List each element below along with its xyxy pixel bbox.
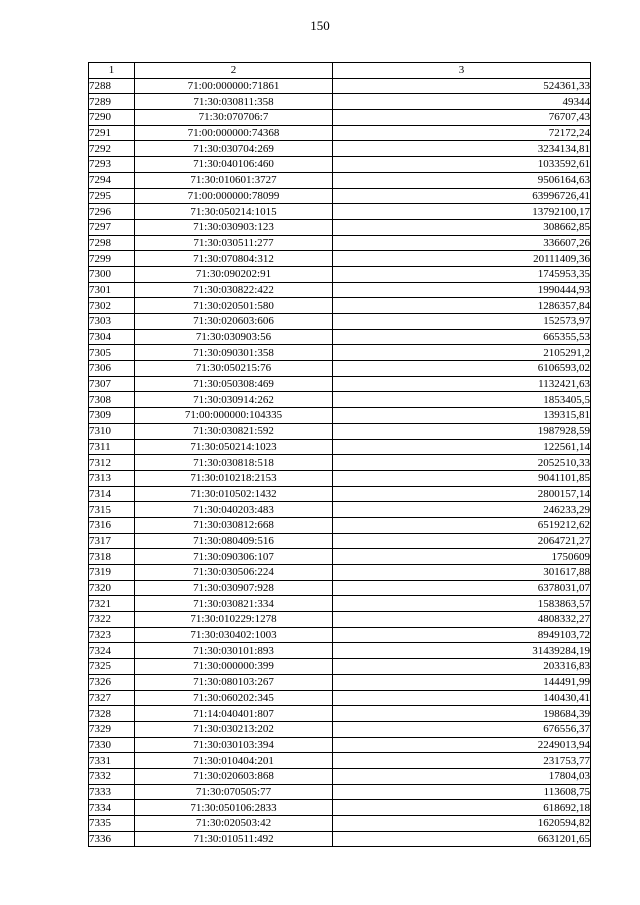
cadastral-value-cell: 152573,97: [333, 314, 591, 330]
cadastral-value-cell: 9506164,63: [333, 172, 591, 188]
cadastral-number-cell: 71:00:000000:71861: [135, 78, 333, 94]
cadastral-number-cell: 71:30:040106:460: [135, 157, 333, 173]
table-row: [89, 800, 591, 816]
cadastral-value-cell: 1853405,5: [333, 392, 591, 408]
cadastral-number-cell: 71:30:070505:77: [135, 784, 333, 800]
row-number-cell: 7327: [89, 690, 135, 706]
row-number-cell: 7297: [89, 219, 135, 235]
column-header-3: 3: [333, 63, 591, 79]
table-row: [89, 690, 591, 706]
cadastral-number-cell: 71:30:030402:1003: [135, 627, 333, 643]
table-row: [89, 565, 591, 581]
row-number-cell: 7295: [89, 188, 135, 204]
cadastral-number-cell: 71:30:030103:394: [135, 737, 333, 753]
cadastral-value-cell: 1132421,63: [333, 376, 591, 392]
cadastral-number-cell: 71:30:030822:422: [135, 282, 333, 298]
cadastral-number-cell: 71:30:090301:358: [135, 345, 333, 361]
cadastral-number-cell: 71:30:030821:592: [135, 423, 333, 439]
cadastral-number-cell: 71:30:030903:56: [135, 329, 333, 345]
cadastral-number-cell: 71:30:010601:3727: [135, 172, 333, 188]
table-row: [89, 502, 591, 518]
table-row: [89, 78, 591, 94]
table-row: [89, 768, 591, 784]
table-row: [89, 674, 591, 690]
row-number-cell: 7305: [89, 345, 135, 361]
cadastral-value-cell: 665355,53: [333, 329, 591, 345]
table-row: [89, 549, 591, 565]
table-row: [89, 266, 591, 282]
row-number-cell: 7301: [89, 282, 135, 298]
table-row: [89, 329, 591, 345]
row-number-cell: 7291: [89, 125, 135, 141]
cadastral-number-cell: 71:30:030821:334: [135, 596, 333, 612]
row-number-cell: 7289: [89, 94, 135, 110]
cadastral-value-cell: 1286357,84: [333, 298, 591, 314]
table-row: [89, 816, 591, 832]
cadastral-value-cell: 140430,41: [333, 690, 591, 706]
cadastral-number-cell: 71:30:020501:580: [135, 298, 333, 314]
cadastral-number-cell: 71:30:070804:312: [135, 251, 333, 267]
cadastral-value-cell: 31439284,19: [333, 643, 591, 659]
row-number-cell: 7330: [89, 737, 135, 753]
cadastral-value-cell: 198684,39: [333, 706, 591, 722]
row-number-cell: 7313: [89, 470, 135, 486]
cadastral-value-table: [88, 62, 591, 847]
table-row: [89, 580, 591, 596]
row-number-cell: 7329: [89, 721, 135, 737]
row-number-cell: 7293: [89, 157, 135, 173]
table-row: [89, 408, 591, 424]
table-row: [89, 188, 591, 204]
table-row: [89, 125, 591, 141]
table-row: [89, 204, 591, 220]
cadastral-number-cell: 71:30:030812:668: [135, 517, 333, 533]
cadastral-number-cell: 71:30:040203:483: [135, 502, 333, 518]
cadastral-number-cell: 71:30:030213:202: [135, 721, 333, 737]
table-row: [89, 298, 591, 314]
cadastral-number-cell: 71:30:050215:76: [135, 361, 333, 377]
row-number-cell: 7336: [89, 831, 135, 847]
cadastral-value-cell: 1750609: [333, 549, 591, 565]
table-row: [89, 94, 591, 110]
cadastral-value-cell: 1620594,82: [333, 816, 591, 832]
row-number-cell: 7323: [89, 627, 135, 643]
cadastral-value-cell: 336607,26: [333, 235, 591, 251]
table-row: [89, 251, 591, 267]
column-header-2: 2: [135, 63, 333, 79]
table-row: [89, 439, 591, 455]
row-number-cell: 7324: [89, 643, 135, 659]
cadastral-number-cell: 71:30:050106:2833: [135, 800, 333, 816]
cadastral-value-cell: 2052510,33: [333, 455, 591, 471]
table-row: [89, 533, 591, 549]
cadastral-number-cell: 71:30:030818:518: [135, 455, 333, 471]
cadastral-number-cell: 71:30:020603:606: [135, 314, 333, 330]
cadastral-value-cell: 139315,81: [333, 408, 591, 424]
row-number-cell: 7302: [89, 298, 135, 314]
cadastral-number-cell: 71:30:030914:262: [135, 392, 333, 408]
cadastral-value-cell: 301617,88: [333, 565, 591, 581]
table-row: [89, 706, 591, 722]
cadastral-number-cell: 71:30:080409:516: [135, 533, 333, 549]
cadastral-value-cell: 2064721,27: [333, 533, 591, 549]
cadastral-value-cell: 1990444,93: [333, 282, 591, 298]
cadastral-number-cell: 71:30:030101:893: [135, 643, 333, 659]
row-number-cell: 7322: [89, 612, 135, 628]
cadastral-value-cell: 618692,18: [333, 800, 591, 816]
table-row: [89, 659, 591, 675]
table-row: [89, 612, 591, 628]
row-number-cell: 7319: [89, 565, 135, 581]
cadastral-value-cell: 203316,83: [333, 659, 591, 675]
cadastral-value-cell: 122561,14: [333, 439, 591, 455]
cadastral-number-cell: 71:30:050308:469: [135, 376, 333, 392]
cadastral-number-cell: 71:00:000000:104335: [135, 408, 333, 424]
cadastral-number-cell: 71:30:010229:1278: [135, 612, 333, 628]
table-row: [89, 470, 591, 486]
cadastral-value-cell: 17804,03: [333, 768, 591, 784]
cadastral-number-cell: 71:30:050214:1023: [135, 439, 333, 455]
cadastral-number-cell: 71:30:000000:399: [135, 659, 333, 675]
table-row: [89, 172, 591, 188]
row-number-cell: 7303: [89, 314, 135, 330]
cadastral-number-cell: 71:30:020503:42: [135, 816, 333, 832]
cadastral-value-cell: 231753,77: [333, 753, 591, 769]
table-row: [89, 784, 591, 800]
cadastral-number-cell: 71:30:030903:123: [135, 219, 333, 235]
table-row: [89, 423, 591, 439]
table-row: [89, 486, 591, 502]
table-row: [89, 235, 591, 251]
row-number-cell: 7304: [89, 329, 135, 345]
row-number-cell: 7332: [89, 768, 135, 784]
table-row: [89, 282, 591, 298]
row-number-cell: 7317: [89, 533, 135, 549]
cadastral-value-cell: 8949103,72: [333, 627, 591, 643]
cadastral-number-cell: 71:30:020603:868: [135, 768, 333, 784]
row-number-cell: 7321: [89, 596, 135, 612]
row-number-cell: 7316: [89, 517, 135, 533]
row-number-cell: 7309: [89, 408, 135, 424]
cadastral-number-cell: 71:30:010502:1432: [135, 486, 333, 502]
cadastral-number-cell: 71:30:030506:224: [135, 565, 333, 581]
page-number: 150: [310, 18, 330, 33]
cadastral-number-cell: 71:30:080103:267: [135, 674, 333, 690]
row-number-cell: 7326: [89, 674, 135, 690]
cadastral-value-cell: 1583863,57: [333, 596, 591, 612]
table-row: [89, 219, 591, 235]
cadastral-value-cell: 308662,85: [333, 219, 591, 235]
table-row: [89, 831, 591, 847]
row-number-cell: 7290: [89, 110, 135, 126]
cadastral-number-cell: 71:00:000000:74368: [135, 125, 333, 141]
cadastral-value-cell: 13792100,17: [333, 204, 591, 220]
cadastral-number-cell: 71:30:030811:358: [135, 94, 333, 110]
table-row: [89, 753, 591, 769]
table-header-row: [89, 63, 591, 79]
cadastral-number-cell: 71:30:030907:928: [135, 580, 333, 596]
cadastral-number-cell: 71:14:040401:807: [135, 706, 333, 722]
row-number-cell: 7314: [89, 486, 135, 502]
row-number-cell: 7328: [89, 706, 135, 722]
row-number-cell: 7300: [89, 266, 135, 282]
row-number-cell: 7308: [89, 392, 135, 408]
cadastral-value-cell: 1987928,59: [333, 423, 591, 439]
table-row: [89, 721, 591, 737]
row-number-cell: 7325: [89, 659, 135, 675]
cadastral-value-cell: 72172,24: [333, 125, 591, 141]
cadastral-number-cell: 71:30:060202:345: [135, 690, 333, 706]
table-row: [89, 596, 591, 612]
cadastral-value-cell: 9041101,85: [333, 470, 591, 486]
cadastral-number-cell: 71:30:090306:107: [135, 549, 333, 565]
row-number-cell: 7296: [89, 204, 135, 220]
row-number-cell: 7334: [89, 800, 135, 816]
table-row: [89, 141, 591, 157]
cadastral-value-cell: 20111409,36: [333, 251, 591, 267]
cadastral-number-cell: 71:00:000000:78099: [135, 188, 333, 204]
cadastral-value-cell: 524361,33: [333, 78, 591, 94]
cadastral-number-cell: 71:30:010404:201: [135, 753, 333, 769]
row-number-cell: 7310: [89, 423, 135, 439]
row-number-cell: 7333: [89, 784, 135, 800]
cadastral-value-cell: 4808332,27: [333, 612, 591, 628]
row-number-cell: 7288: [89, 78, 135, 94]
column-header-1: 1: [89, 63, 135, 79]
table-row: [89, 314, 591, 330]
table-row: [89, 737, 591, 753]
cadastral-value-cell: 63996726,41: [333, 188, 591, 204]
cadastral-value-cell: 76707,43: [333, 110, 591, 126]
cadastral-number-cell: 71:30:050214:1015: [135, 204, 333, 220]
table-row: [89, 345, 591, 361]
cadastral-number-cell: 71:30:030511:277: [135, 235, 333, 251]
cadastral-value-cell: 144491,99: [333, 674, 591, 690]
cadastral-number-cell: 71:30:010511:492: [135, 831, 333, 847]
cadastral-value-cell: 1745953,35: [333, 266, 591, 282]
cadastral-value-cell: 2800157,14: [333, 486, 591, 502]
cadastral-value-cell: 6631201,65: [333, 831, 591, 847]
cadastral-value-cell: 49344: [333, 94, 591, 110]
cadastral-number-cell: 71:30:070706:7: [135, 110, 333, 126]
cadastral-value-cell: 2105291,2: [333, 345, 591, 361]
row-number-cell: 7331: [89, 753, 135, 769]
table-row: [89, 627, 591, 643]
cadastral-value-cell: 6519212,62: [333, 517, 591, 533]
row-number-cell: 7306: [89, 361, 135, 377]
row-number-cell: 7315: [89, 502, 135, 518]
cadastral-value-cell: 676556,37: [333, 721, 591, 737]
cadastral-value-cell: 1033592,61: [333, 157, 591, 173]
row-number-cell: 7294: [89, 172, 135, 188]
table-row: [89, 361, 591, 377]
row-number-cell: 7299: [89, 251, 135, 267]
row-number-cell: 7298: [89, 235, 135, 251]
cadastral-value-cell: 2249013,94: [333, 737, 591, 753]
table-row: [89, 376, 591, 392]
row-number-cell: 7292: [89, 141, 135, 157]
row-number-cell: 7318: [89, 549, 135, 565]
table-row: [89, 157, 591, 173]
cadastral-value-cell: 6106593,02: [333, 361, 591, 377]
table-row: [89, 110, 591, 126]
cadastral-number-cell: 71:30:030704:269: [135, 141, 333, 157]
table-row: [89, 517, 591, 533]
row-number-cell: 7311: [89, 439, 135, 455]
table-row: [89, 455, 591, 471]
row-number-cell: 7312: [89, 455, 135, 471]
cadastral-value-cell: 113608,75: [333, 784, 591, 800]
table-row: [89, 392, 591, 408]
cadastral-number-cell: 71:30:010218:2153: [135, 470, 333, 486]
table-row: [89, 643, 591, 659]
cadastral-value-cell: 3234134,81: [333, 141, 591, 157]
row-number-cell: 7335: [89, 816, 135, 832]
cadastral-number-cell: 71:30:090202:91: [135, 266, 333, 282]
cadastral-value-cell: 246233,29: [333, 502, 591, 518]
row-number-cell: 7307: [89, 376, 135, 392]
row-number-cell: 7320: [89, 580, 135, 596]
cadastral-value-cell: 6378031,07: [333, 580, 591, 596]
